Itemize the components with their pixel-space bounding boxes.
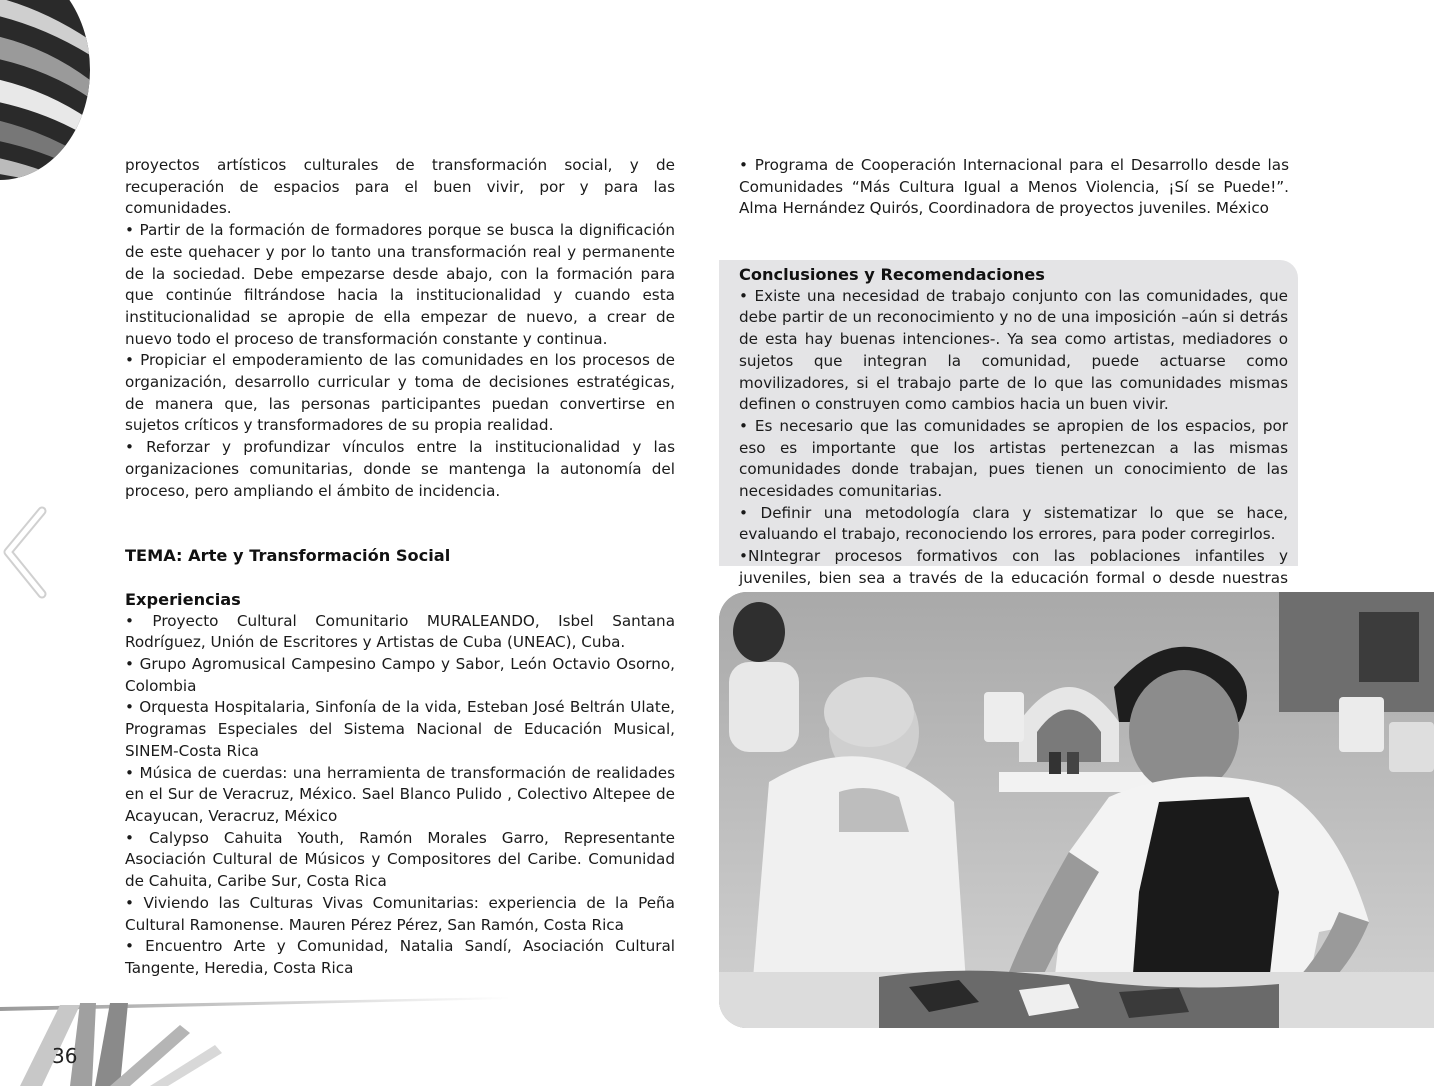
list-item: • Orquesta Hospitalaria, Sinfonía de la vida, Esteban José Beltrán Ulate, Programas Especiales del Sistema Nacional de Educación Musical, SINEM-Costa Rica [125, 698, 675, 760]
box-heading: Conclusiones y Recomendaciones [739, 265, 1045, 284]
list-item: • Proyecto Cultural Comunitario MURALEANDO, Isbel Santana Rodríguez, Unión de Escritores y Artistas de Cuba (UNEAC), Cuba. [125, 611, 675, 652]
conclusions-box [719, 260, 1298, 587]
section-heading: TEMA: Arte y Transformación Social [125, 546, 451, 566]
left-column [125, 155, 675, 980]
list-item: • Existe una necesidad de trabajo conjunto con las comunidades, que debe partir de un reconocimiento y no de una imposición –aún si detrás de esta hay buenas intenciones-. Ya sea como artistas, mediadores o sujetos que integran la comunidad, puede actuarse como movilizadores, si el trabajo parte de lo que las comunidades mismas definen o construyen como cambios hacia un buen vivir. [739, 286, 1288, 414]
paragraph: • Partir de la formación de formadores porque se busca la dignificación de este quehacer y por lo tanto una transformación real y permanente de la sociedad. Debe empezarse desde abajo, con la formación para que continúe filtrándose hacia la institucionalidad y cuando esta institucionalidad se apropie de ella empezar de nuevo, a crear de nuevo todo el proceso de transformación constante y continua. [125, 221, 675, 348]
right-column [739, 155, 1289, 220]
list-item: • Música de cuerdas: una herramienta de transformación de realidades en el Sur de Veracruz, México. Sael Blanco Pulido , Colectivo Altepee de Acayucan, Veracruz, México [125, 763, 675, 825]
workshop-photo [719, 592, 1434, 1028]
subsection-heading: Experiencias [125, 589, 241, 609]
list-item: • Calypso Cahuita Youth, Ramón Morales Garro, Representante Asociación Cultural de Músicos y Compositores del Caribe. Comunidad de Cahuita, Caribe Sur, Costa Rica [125, 828, 675, 891]
list-item: •NIntegrar procesos formativos con las poblaciones infantiles y juveniles, bien sea a través de la educación formal o desde nuestras [739, 547, 1288, 587]
list-item: • Viviendo las Culturas Vivas Comunitarias: experiencia de la Peña Cultural Ramonense. Mauren Pérez Pérez, San Ramón, Costa Rica [125, 893, 675, 934]
list-item: • Encuentro Arte y Comunidad, Natalia Sandí, Asociación Cultural Tangente, Heredia, Costa Rica [125, 937, 675, 977]
list-item: • Definir una metodología clara y sistematizar lo que se hace, evaluando el trabajo, reconociendo los errores, para poder corregirlos. [739, 503, 1288, 544]
chevron-left-icon [0, 505, 50, 600]
list-item: • Es necesario que las comunidades se apropien de los espacios, por eso es importante que los artistas pertenezcan a las mismas comunidades donde trabajan, pues tienen un conocimiento de las necesidades comunitarias. [739, 416, 1288, 501]
paragraph: • Propiciar el empoderamiento de las comunidades en los procesos de organización, desarrollo curricular y toma de decisiones estratégicas, de manera que, las personas participantes puedan convertirse en sujetos críticos y transformadores de su propia realidad. [125, 351, 675, 435]
bottom-decoration [0, 985, 520, 1086]
paragraph: • Reforzar y profundizar vínculos entre la institucionalidad y las organizaciones comunitarias, donde se mantenga la autonomía del proceso, pero ampliando el ámbito de incidencia. [125, 438, 675, 500]
list-item: • Programa de Cooperación Internacional para el Desarrollo desde las Comunidades “Más Cultura Igual a Menos Violencia, ¡Sí se Puede!”. Alma Hernández Quirós, Coordinadora de proyectos juveniles. México [739, 156, 1289, 218]
globe-decoration [0, 0, 90, 190]
paragraph: proyectos artísticos culturales de transformación social, y de recuperación de espacios para el buen vivir, por y para las comunidades. [125, 156, 675, 218]
page-number: 36 [52, 1044, 78, 1068]
list-item: • Grupo Agromusical Campesino Campo y Sabor, León Octavio Osorno, Colombia [125, 655, 675, 695]
